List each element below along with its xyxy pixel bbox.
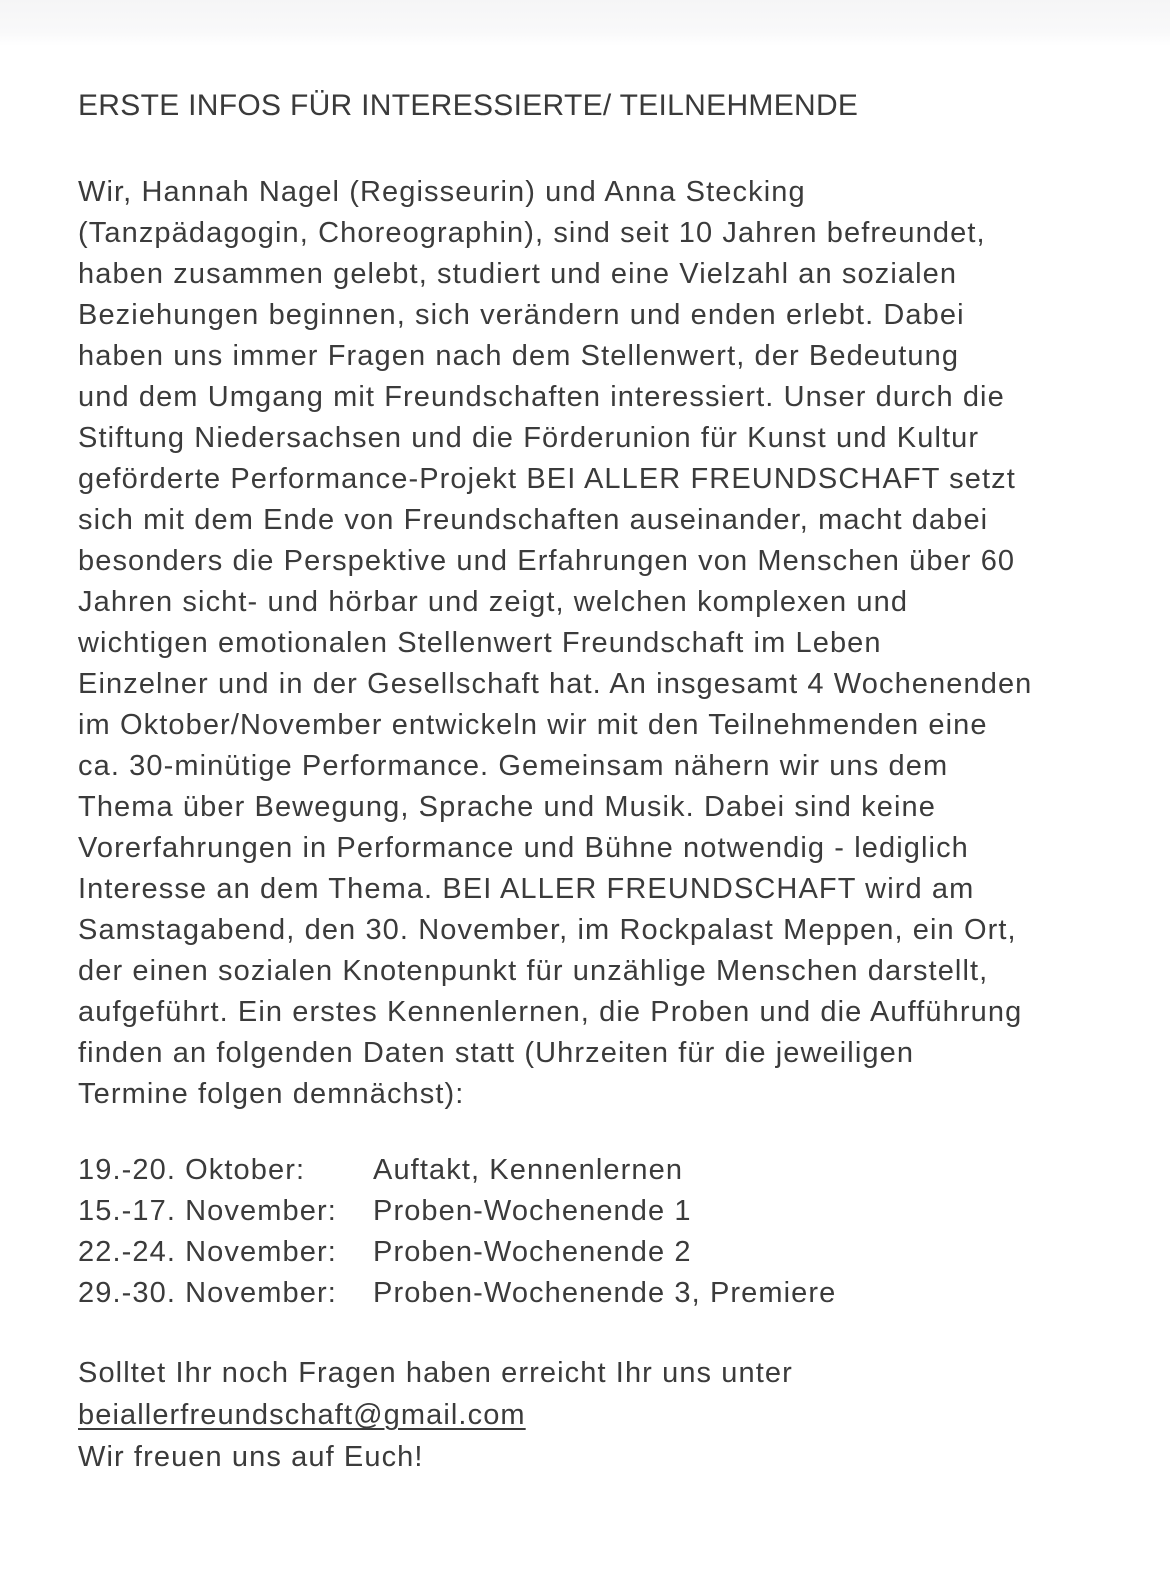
paragraph-line: Stiftung Niedersachsen und die Förderunion für Kunst und Kultur (78, 422, 980, 454)
paragraph-line: und dem Umgang mit Freundschaften interessiert. Unser durch die (78, 381, 1005, 413)
schedule-row (78, 1150, 836, 1191)
schedule-row (78, 1191, 836, 1232)
paragraph-line: wichtigen emotionalen Stellenwert Freundschaft im Leben (78, 627, 882, 659)
schedule-row (78, 1273, 836, 1314)
schedule-date: 15.-17. November: (78, 1195, 337, 1227)
schedule-event: Proben-Wochenende 2 (373, 1236, 692, 1268)
intro-paragraph (78, 172, 1032, 1115)
paragraph-line: aufgeführt. Ein erstes Kennenlernen, die Proben und die Aufführung (78, 996, 1023, 1028)
paragraph-line: haben zusammen gelebt, studiert und eine Vielzahl an sozialen (78, 258, 958, 290)
page-title: ERSTE INFOS FÜR INTERESSIERTE/ TEILNEHMENDE (78, 89, 859, 122)
paragraph-line: Beziehungen beginnen, sich verändern und enden erlebt. Dabei (78, 299, 965, 331)
email-link[interactable]: beiallerfreundschaft@gmail.com (78, 1399, 526, 1431)
paragraph-line: Jahren sicht- und hörbar und zeigt, welchen komplexen und (78, 586, 909, 618)
paragraph-line: Einzelner und in der Gesellschaft hat. An insgesamt 4 Wochenenden (78, 668, 1033, 700)
paragraph-line: ca. 30-minütige Performance. Gemeinsam nähern wir uns dem (78, 750, 949, 782)
paragraph-line: Interesse an dem Thema. BEI ALLER FREUNDSCHAFT wird am (78, 873, 975, 905)
schedule-row (78, 1232, 836, 1273)
schedule-date: 22.-24. November: (78, 1236, 337, 1268)
paragraph-line: haben uns immer Fragen nach dem Stellenwert, der Bedeutung (78, 340, 960, 372)
schedule-event: Proben-Wochenende 1 (373, 1195, 692, 1227)
contact-outro: Wir freuen uns auf Euch! (78, 1441, 424, 1473)
paragraph-line: Samstagabend, den 30. November, im Rockpalast Meppen, ein Ort, (78, 914, 1017, 946)
contact-intro: Solltet Ihr noch Fragen haben erreicht Ihr uns unter (78, 1357, 793, 1389)
contact-email-line (78, 1394, 793, 1436)
paragraph-line: geförderte Performance-Projekt BEI ALLER FREUNDSCHAFT setzt (78, 463, 1016, 495)
schedule-event: Proben-Wochenende 3, Premiere (373, 1277, 837, 1309)
schedule-date: 29.-30. November: (78, 1277, 337, 1309)
schedule-list (78, 1150, 836, 1314)
paragraph-line: finden an folgenden Daten statt (Uhrzeiten für die jeweiligen (78, 1037, 915, 1069)
paragraph-line: Thema über Bewegung, Sprache und Musik. Dabei sind keine (78, 791, 936, 823)
contact-block (78, 1352, 793, 1478)
paragraph-line: Termine folgen demnächst): (78, 1078, 465, 1110)
paragraph-line: sich mit dem Ende von Freundschaften auseinander, macht dabei (78, 504, 989, 536)
schedule-event: Auftakt, Kennenlernen (373, 1154, 684, 1186)
schedule-date: 19.-20. Oktober: (78, 1154, 306, 1186)
page-top-shade (0, 0, 1170, 46)
paragraph-line: Vorerfahrungen in Performance und Bühne notwendig - lediglich (78, 832, 969, 864)
paragraph-line: besonders die Perspektive und Erfahrungen von Menschen über 60 (78, 545, 1016, 577)
paragraph-line: Wir, Hannah Nagel (Regisseurin) und Anna Stecking (78, 176, 806, 208)
paragraph-line: (Tanzpädagogin, Choreographin), sind seit 10 Jahren befreundet, (78, 217, 986, 249)
paragraph-line: der einen sozialen Knotenpunkt für unzählige Menschen darstellt, (78, 955, 989, 987)
paragraph-line: im Oktober/November entwickeln wir mit den Teilnehmenden eine (78, 709, 988, 741)
